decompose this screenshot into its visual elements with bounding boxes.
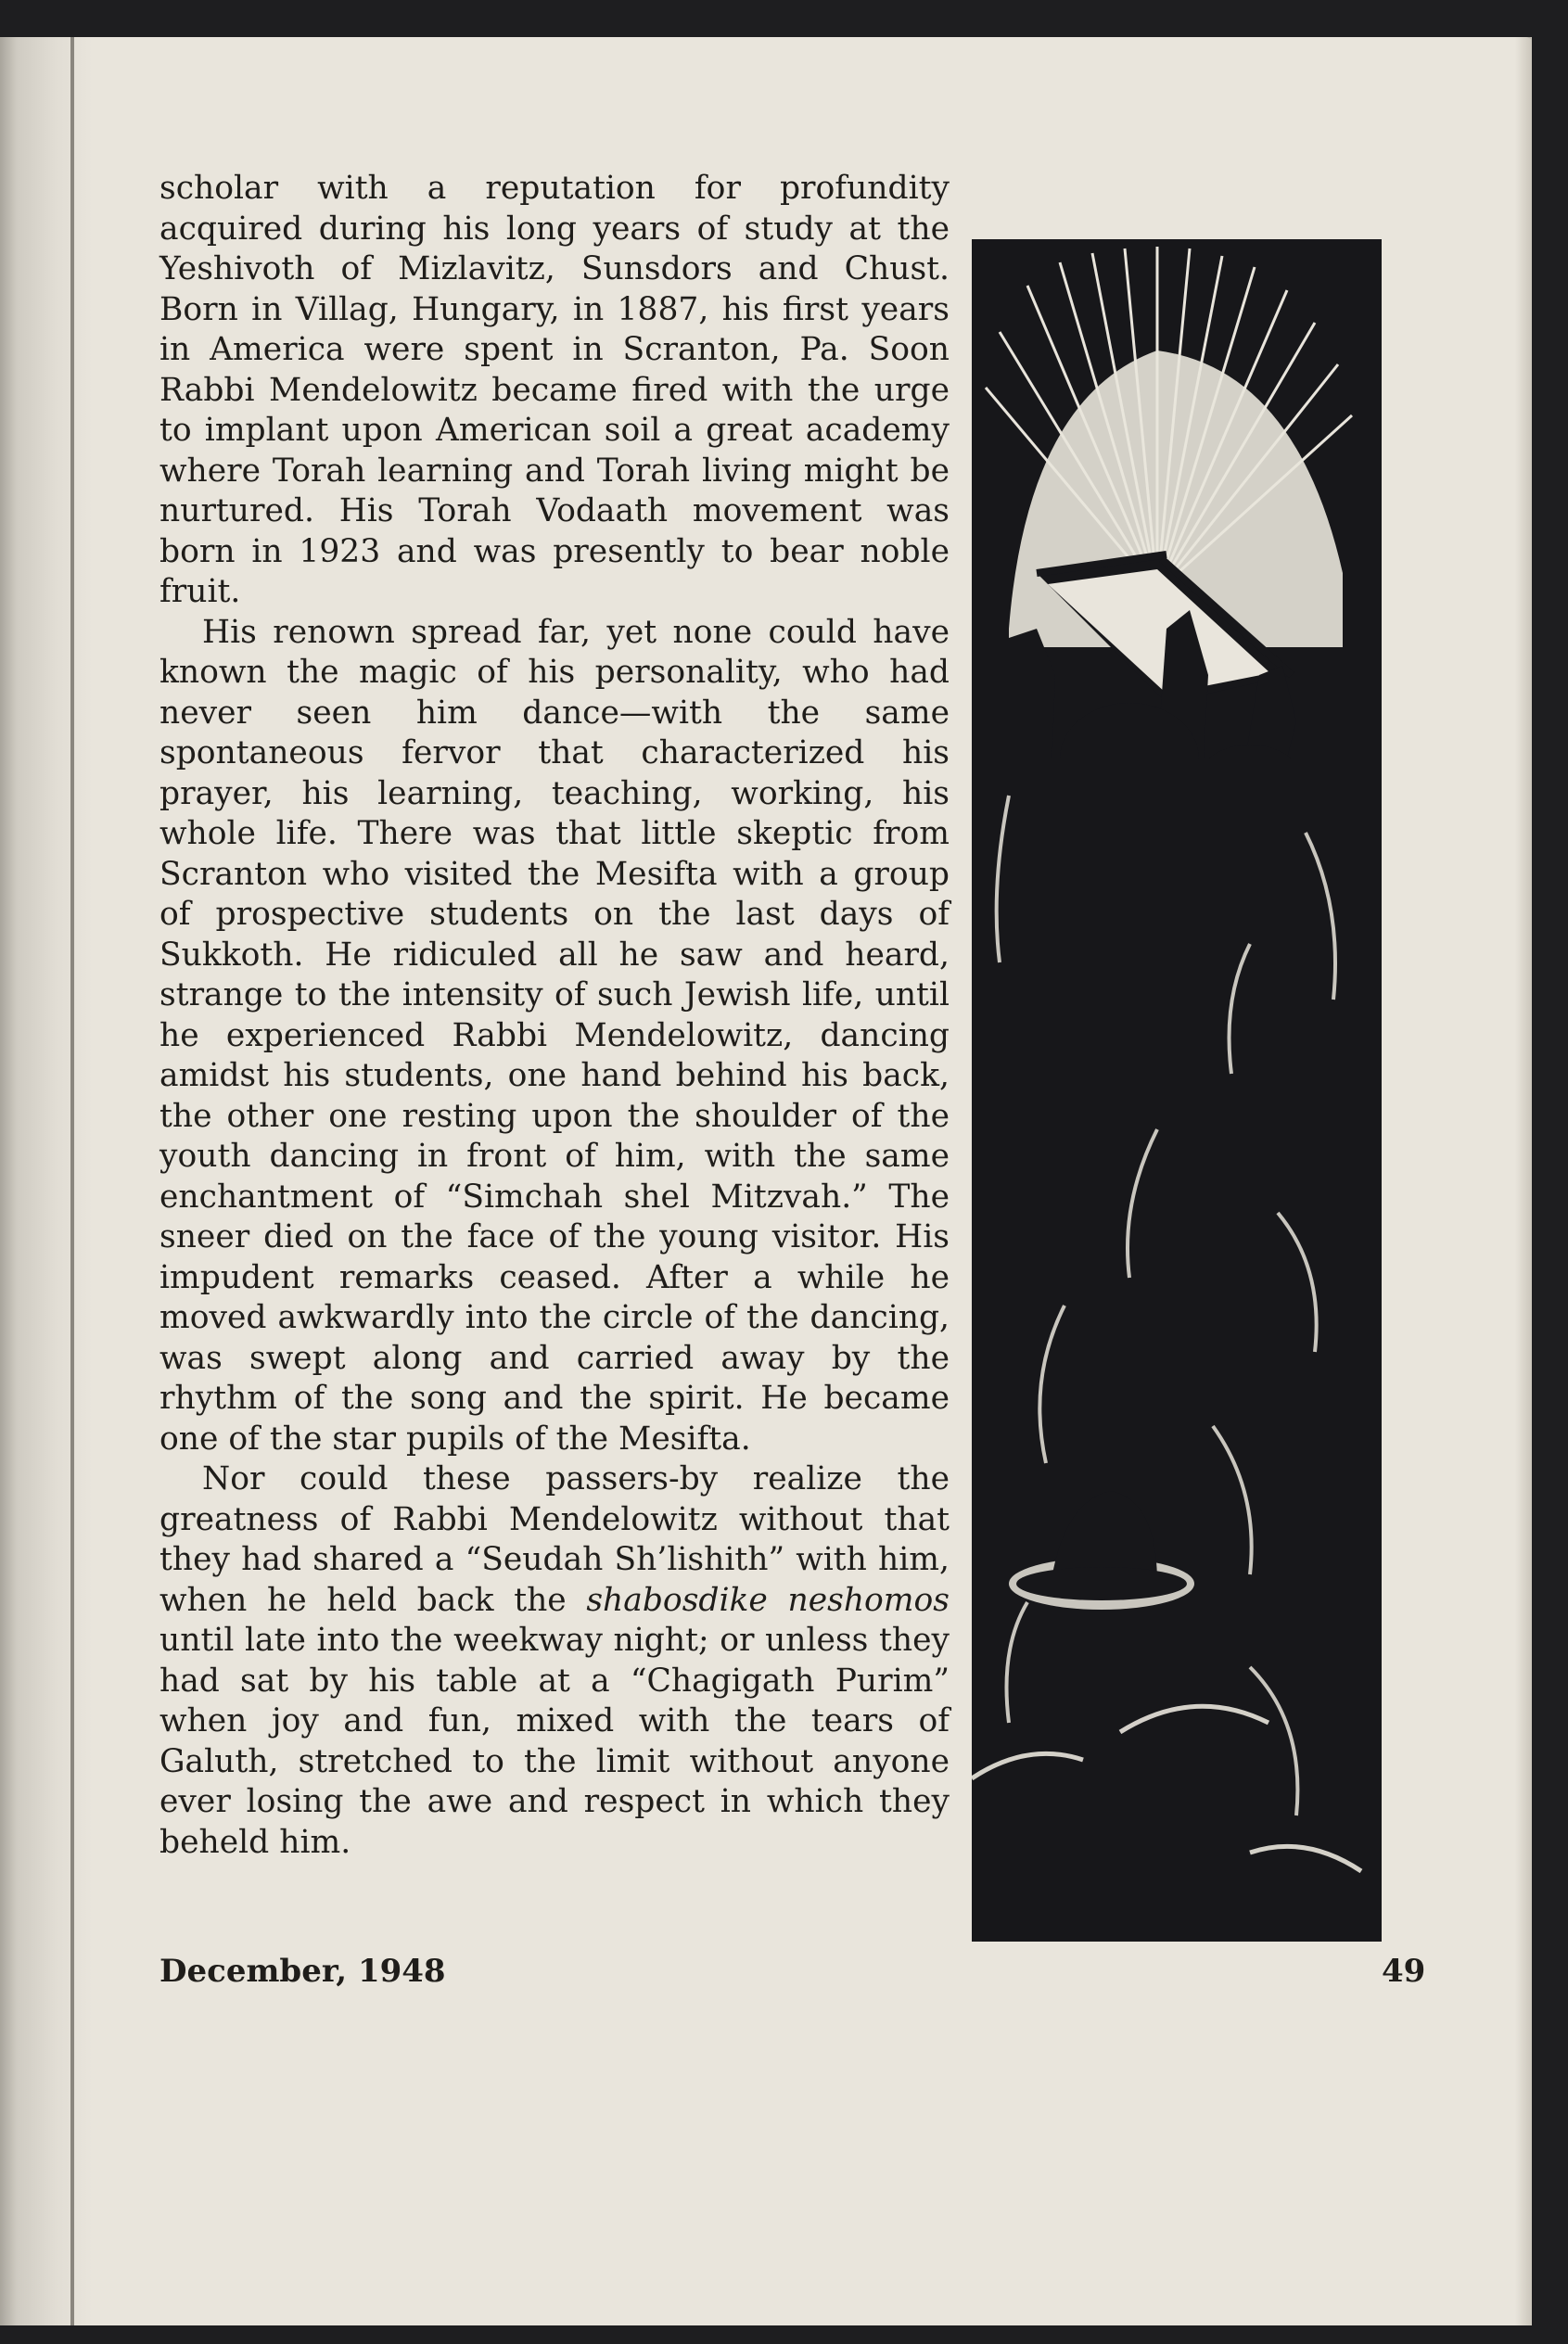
paragraph-text: Nor could these passers-by realize the greatness of Rabbi Mendelowitz without that they had shared a “Seudah Sh’lishith” with him, when he held back the	[159, 1460, 950, 1619]
article-paragraph	[159, 1459, 950, 1863]
article-paragraph: His renown spread far, yet none could have known the magic of his personality, who had never seen him dance—with the same spontaneous fervor that characterized his prayer, his learning, teaching, working, his whole life. There was that little skeptic from Scranton who visited the Mesifta with a group of prospective students on the last days of Sukkoth. He ridiculed all he saw and heard, strange to the intensity of such Jewish life, until he experienced Rabbi Mendelowitz, dancing amidst his students, one hand behind his back, the other one resting upon the shoulder of the youth dancing in front of him, with the same enchantment of “Simchah shel Mitzvah.” The sneer died on the face of the young visitor. His impudent remarks ceased. After a while he moved awkwardly into the circle of the dancing, was swept along and carried away by the rhythm of the song and the spirit. He became one of the star pupils of the Mesifta.	[159, 613, 950, 1458]
binding-edge	[70, 37, 74, 2325]
italic-phrase: shabosdike neshomos	[586, 1581, 950, 1619]
issue-date: December, 1948	[159, 1953, 446, 1990]
page-edge	[1515, 37, 1532, 2325]
article-body	[159, 169, 950, 1863]
page-number: 49	[1382, 1953, 1426, 1990]
woodcut-illustration	[972, 239, 1382, 1942]
spine-shadow	[0, 37, 93, 2325]
paragraph-text: until late into the weekway night; or unless they had sat by his table at a “Chagigath Purim” when joy and fun, mixed with the tears of Galuth, stretched to the limit without anyone ever losing the awe and respect in which they beheld him.	[159, 1622, 950, 1861]
article-paragraph: scholar with a reputation for profundity acquired during his long years of study at the Yeshivoth of Mizlavitz, Sunsdors and Chust. Born in Villag, Hungary, in 1887, his first years in America were spent in Scranton, Pa. Soon Rabbi Mendelowitz became fired with the urge to implant upon American soil a great academy where Torah learning and Torah living might be nurtured. His Torah Vodaath movement was born in 1923 and was presently to bear noble fruit.	[159, 170, 950, 610]
crowd-silhouettes	[972, 610, 1382, 1942]
